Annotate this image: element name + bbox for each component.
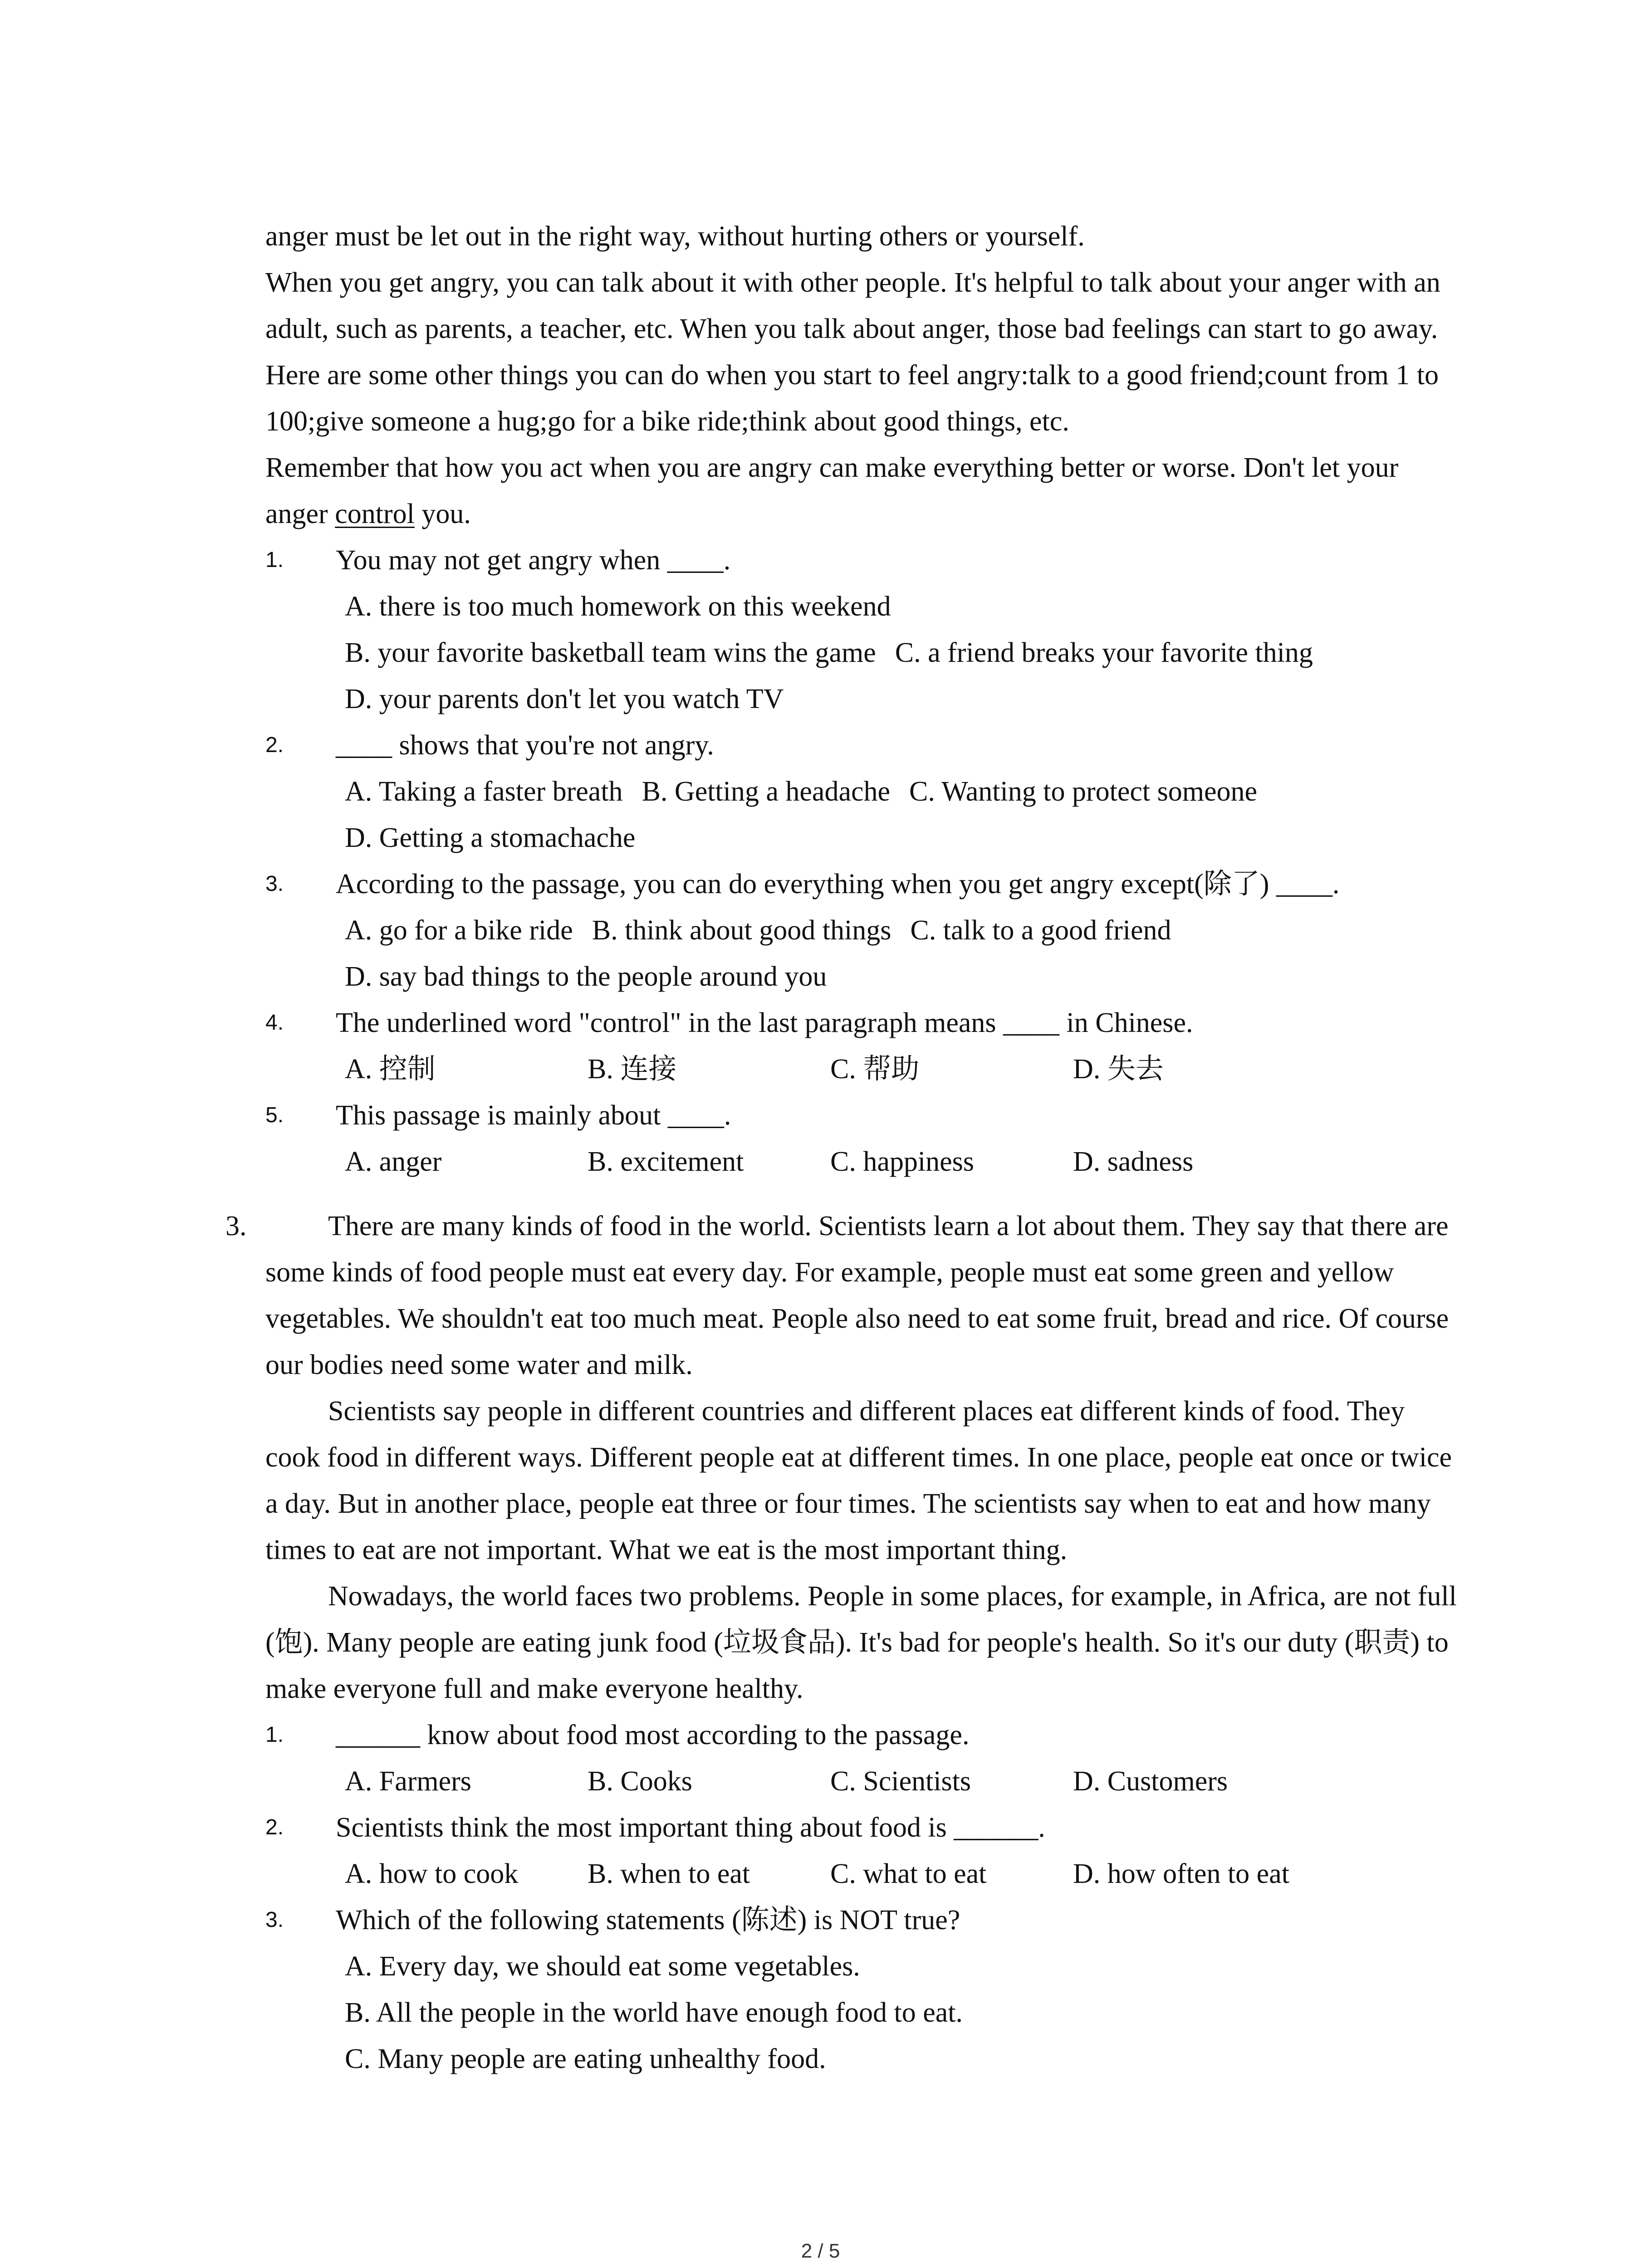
question-number: 5. [265,1103,284,1127]
option: B. 连接 [588,1054,677,1085]
question-number: 3. [265,872,284,896]
question-text: Scientists think the most important thing about food is ______. [336,1812,1045,1843]
question-text: This passage is mainly about ____. [336,1100,731,1131]
question-number: 1. [265,548,284,572]
question-text: ____ shows that you're not angry. [336,730,714,761]
content-column [225,213,1463,2082]
text-span: Remember that how you act when you are angry can make everything better or worse. Don't let your anger [265,452,1399,529]
section-number: 3. [225,1211,247,1242]
question-number: 4. [265,1011,284,1035]
question [265,861,1463,907]
options [345,1758,1463,1804]
options [345,1139,1463,1185]
option: A. how to cook [345,1858,519,1889]
passage-paragraph: When you get angry, you can talk about it with other people. It's helpful to talk about your anger with an adult, such as parents, a teacher, etc. When you talk about anger, those bad feelings can start to go away. Here are some other things you can do when you start to feel angry:talk to a good friend;count from 1 to 100;give someone a hug;go for a bike ride;think about good things, etc. [265,267,1440,437]
option: A. anger [345,1146,442,1177]
option: D. your parents don't let you watch TV [345,684,784,714]
reading-section [225,1203,1463,1712]
option: B. your favorite basketball team wins the game [345,637,876,668]
passage-last-paragraph [265,445,1463,537]
option: C. talk to a good friend [910,915,1171,946]
options [345,1943,1463,2082]
options [345,768,1463,861]
option: D. sadness [1073,1146,1194,1177]
option: C. Scientists [830,1766,971,1797]
passage-line: anger must be let out in the right way, without hurting others or yourself. [265,221,1085,252]
options [345,583,1463,722]
page-number: 2 / 5 [801,2240,840,2262]
question [265,1897,1463,1943]
question-text: Which of the following statements (陈述) is NOT true? [336,1905,960,1936]
option: A. there is too much homework on this weekend [345,591,891,622]
question [265,537,1463,583]
option: D. say bad things to the people around you [345,961,827,992]
question-number: 2. [265,733,284,757]
question-number: 3. [265,1908,284,1932]
passage-paragraph: Nowadays, the world faces two problems. People in some places, for example, in Africa, are not full (饱). Many people are eating junk food (垃圾食品). It's bad for people's health. So it's our duty (职责) to make everyone full and make everyone healthy. [265,1581,1457,1704]
option: C. Wanting to protect someone [909,776,1258,807]
question [265,722,1463,768]
question-number: 2. [265,1815,284,1839]
option: A. Taking a faster breath [345,776,623,807]
option: B. think about good things [592,915,892,946]
option-row [345,630,1463,676]
question-text: You may not get angry when ____. [336,545,731,576]
question-text: ______ know about food most according to the passage. [336,1720,970,1750]
option: B. Getting a headache [642,776,890,807]
option: A. go for a bike ride [345,915,573,946]
options [345,1046,1463,1092]
option: D. Customers [1073,1766,1228,1797]
option: B. when to eat [588,1858,750,1889]
option: B. excitement [588,1146,744,1177]
option: A. 控制 [345,1054,436,1085]
option: C. what to eat [830,1858,987,1889]
underlined-word: control [335,499,415,529]
option: C. happiness [830,1146,974,1177]
passage-paragraph: There are many kinds of food in the world. Scientists learn a lot about them. They say that there are some kinds of food people must eat every day. For example, people must eat some green and yellow vegetables. We shouldn't eat too much meat. People also need to eat some fruit, bread and rice. Of course our bodies need some water and milk. [265,1211,1449,1380]
text-span: you. [414,499,471,529]
option: D. how often to eat [1073,1858,1289,1889]
option: C. 帮助 [830,1054,920,1085]
question-number: 1. [265,1723,284,1747]
option: A. Farmers [345,1766,471,1797]
question [265,1092,1463,1139]
option-row [345,907,1463,953]
question-text: According to the passage, you can do everything when you get angry except(除了) ____. [336,869,1340,899]
option: D. Getting a stomachache [345,822,636,853]
option: D. 失去 [1073,1054,1164,1085]
options [345,1851,1463,1897]
option: B. All the people in the world have enough food to eat. [345,1997,963,2028]
option: B. Cooks [588,1766,692,1797]
option-row [345,768,1463,815]
question-text: The underlined word "control" in the last paragraph means ____ in Chinese. [336,1007,1193,1038]
options [345,907,1463,1000]
question [265,1712,1463,1758]
option: C. Many people are eating unhealthy food. [345,2043,826,2074]
option: C. a friend breaks your favorite thing [895,637,1313,668]
option: A. Every day, we should eat some vegetables. [345,1951,860,1982]
question [265,1804,1463,1851]
passage-paragraph: Scientists say people in different countries and different places eat different kinds of food. They cook food in different ways. Different people eat at different times. In one place, people eat once or twice a day. But in another place, people eat three or four times. The scientists say when to eat and how many times to eat are not important. What we eat is the most important thing. [265,1396,1452,1565]
question [265,1000,1463,1046]
